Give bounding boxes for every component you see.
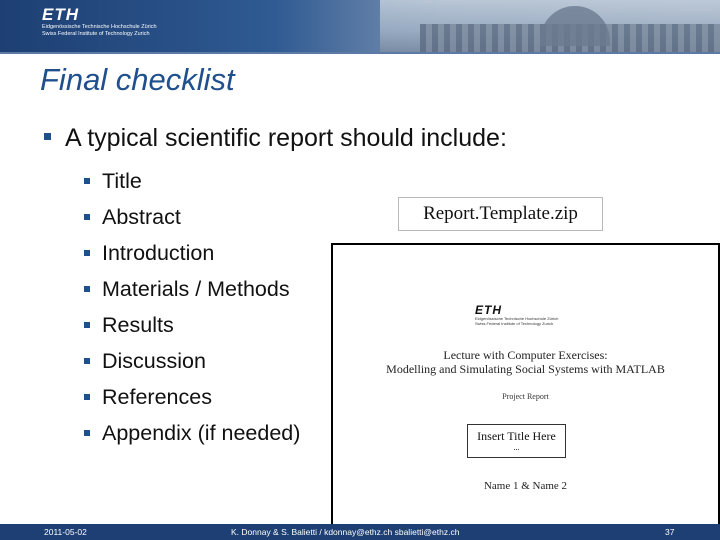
bullet-square-icon xyxy=(84,322,90,328)
checklist-item-label: Appendix (if needed) xyxy=(102,420,301,445)
bullet-square-icon xyxy=(84,358,90,364)
doc-title-box xyxy=(467,424,566,458)
doc-title-dots: ... xyxy=(513,443,520,452)
checklist-item-label: Results xyxy=(102,312,174,337)
checklist-item xyxy=(84,199,300,235)
report-template-file-link[interactable]: Report.Template.zip xyxy=(398,197,603,231)
doc-lecture-line-1: Lecture with Computer Exercises: xyxy=(443,348,608,362)
footer-bar xyxy=(0,524,720,540)
main-bullet-text: A typical scientific report should include: xyxy=(65,124,507,152)
checklist-item-label: Introduction xyxy=(102,240,215,265)
bullet-square-icon xyxy=(84,394,90,400)
eth-logo: ETH xyxy=(42,5,79,24)
report-template-preview xyxy=(331,243,720,540)
bullet-square-icon xyxy=(84,286,90,292)
doc-eth-subtitle-2: Swiss Federal Institute of Technology Zurich xyxy=(475,321,554,326)
doc-eth-subtitle-1: Eidgenössische Technische Hochschule Zürich xyxy=(475,316,559,321)
checklist-item-label: Abstract xyxy=(102,204,181,229)
checklist xyxy=(84,163,300,451)
bullet-square-icon xyxy=(84,250,90,256)
main-bullet xyxy=(44,124,507,153)
header-divider xyxy=(0,52,720,54)
page-number: 37 xyxy=(665,527,675,537)
checklist-item-label: References xyxy=(102,384,212,409)
checklist-item xyxy=(84,235,300,271)
bullet-square-icon xyxy=(84,178,90,184)
checklist-item xyxy=(84,271,300,307)
checklist-item xyxy=(84,379,300,415)
doc-names: Name 1 & Name 2 xyxy=(483,480,568,492)
slide-title: Final checklist xyxy=(40,62,235,97)
checklist-item xyxy=(84,163,300,199)
bullet-square-icon xyxy=(44,133,51,140)
checklist-item-label: Materials / Methods xyxy=(102,276,290,301)
eth-logo-block xyxy=(42,6,157,38)
eth-subtitle-1: Eidgenössische Technische Hochschule Zürich xyxy=(42,24,157,30)
doc-lecture-line-2: Modelling and Simulating Social Systems with MATLAB xyxy=(386,362,665,376)
eth-subtitle-2: Swiss Federal Institute of Technology Zurich xyxy=(42,31,150,37)
checklist-item xyxy=(84,343,300,379)
checklist-item-label: Discussion xyxy=(102,348,206,373)
doc-eth-logo: ETH xyxy=(475,303,502,317)
checklist-item-label: Title xyxy=(102,168,142,193)
checklist-item xyxy=(84,307,300,343)
footer-date: 2011-05-02 xyxy=(44,527,87,537)
doc-eth-subtitle xyxy=(475,316,558,326)
checklist-item xyxy=(84,415,300,451)
bullet-square-icon xyxy=(84,430,90,436)
bullet-square-icon xyxy=(84,214,90,220)
doc-title-placeholder: Insert Title Here xyxy=(477,429,556,443)
footer-authors: K. Donnay & S. Balietti / kdonnay@ethz.ch sbalietti@ethz.ch xyxy=(231,527,460,537)
doc-project-label: Project Report xyxy=(502,392,549,401)
header-banner xyxy=(0,0,720,52)
